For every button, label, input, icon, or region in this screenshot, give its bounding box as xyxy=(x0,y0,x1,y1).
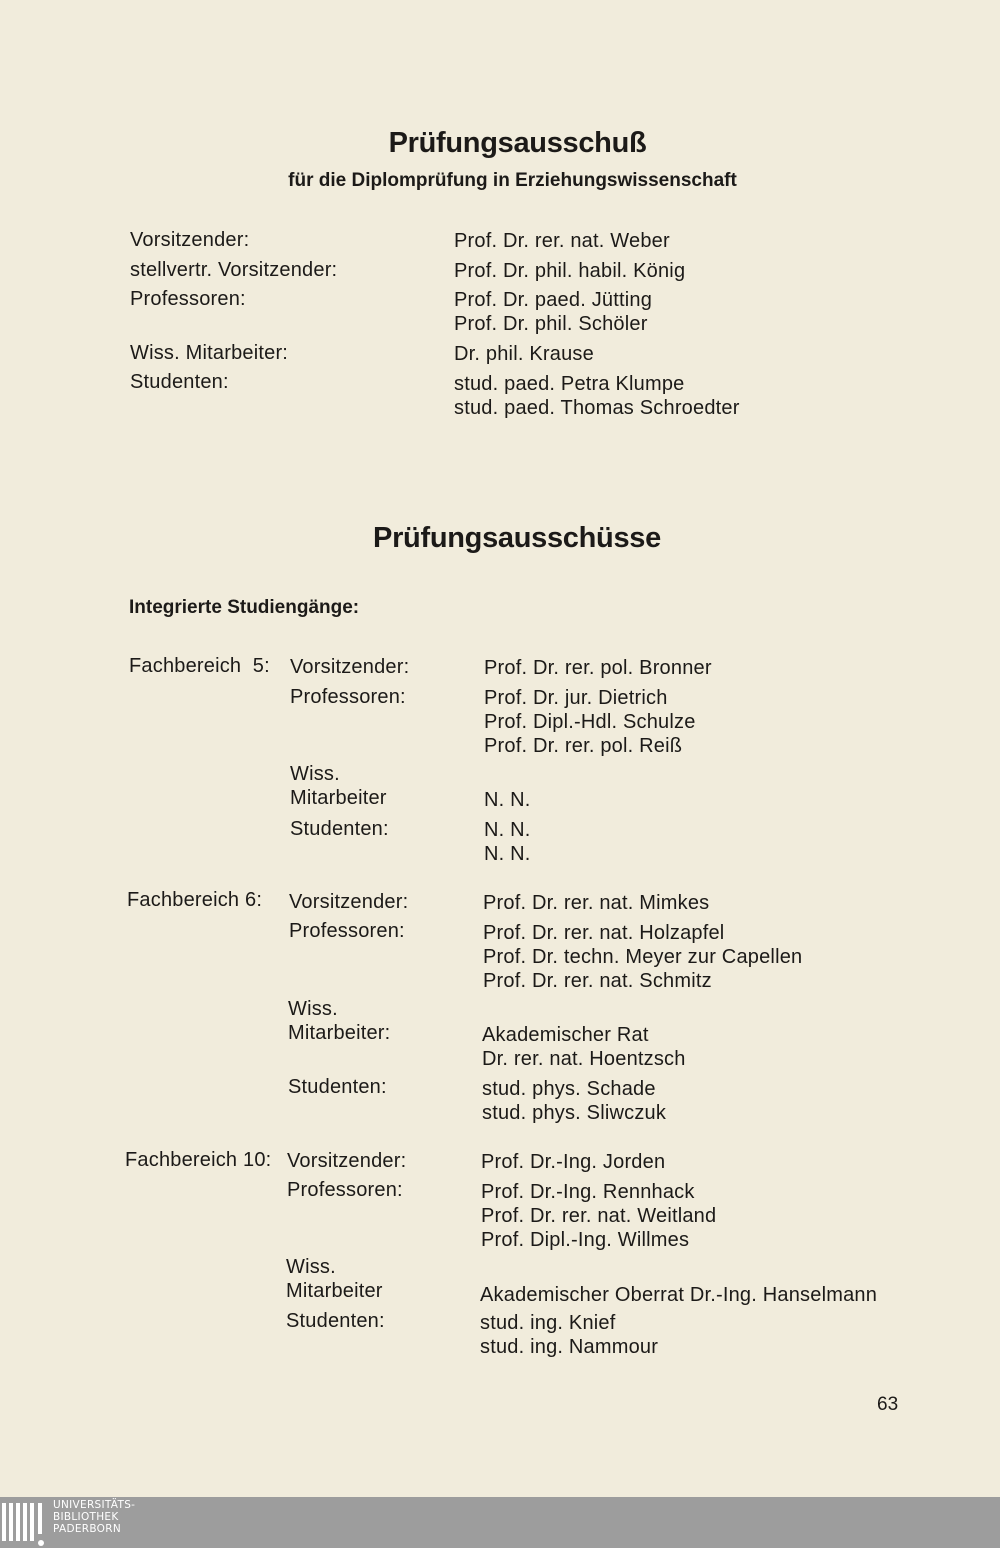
university-library-logo xyxy=(0,1503,48,1543)
member-name: Prof. Dr. rer. pol. Reiß xyxy=(484,735,683,757)
role-label: Studenten: xyxy=(130,371,229,393)
member-name: stud. phys. Schade xyxy=(482,1078,656,1100)
role-label: Wiss. xyxy=(290,763,340,785)
member-name: Prof. Dipl.-Hdl. Schulze xyxy=(484,711,696,733)
role-label: Mitarbeiter xyxy=(286,1280,383,1302)
role-label: Professoren: xyxy=(287,1179,403,1201)
member-name: Akademischer Oberrat Dr.-Ing. Hanselmann xyxy=(480,1284,878,1306)
department-label: Fachbereich 5: xyxy=(129,655,270,677)
role-label: Professoren: xyxy=(289,920,405,942)
role-label: Studenten: xyxy=(290,818,389,840)
member-name: Prof. Dr. rer. pol. Bronner xyxy=(484,657,712,679)
role-label: Professoren: xyxy=(290,686,406,708)
member-name: Prof. Dr. rer. nat. Weber xyxy=(454,230,670,252)
library-name-line: BIBLIOTHEK xyxy=(53,1511,119,1523)
member-name: Prof. Dr. rer. nat. Schmitz xyxy=(483,970,712,992)
page-title: Prüfungsausschuß xyxy=(388,127,647,159)
role-label: Wiss. xyxy=(286,1256,336,1278)
member-name: stud. ing. Nammour xyxy=(480,1336,659,1358)
role-label: Mitarbeiter xyxy=(290,787,387,809)
role-label: Vorsitzender: xyxy=(130,229,250,251)
member-name: stud. paed. Thomas Schroedter xyxy=(454,397,740,419)
member-name: stud. paed. Petra Klumpe xyxy=(454,373,685,395)
member-name: Prof. Dipl.-Ing. Willmes xyxy=(481,1229,690,1251)
member-name: Akademischer Rat xyxy=(482,1024,649,1046)
member-name: Prof. Dr.-Ing. Rennhack xyxy=(481,1181,695,1203)
role-label: Vorsitzender: xyxy=(287,1150,407,1172)
library-footer xyxy=(0,1497,1000,1548)
role-label: Vorsitzender: xyxy=(290,656,410,678)
role-label: Vorsitzender: xyxy=(289,891,409,913)
role-label: Mitarbeiter: xyxy=(288,1022,391,1044)
role-label: Studenten: xyxy=(288,1076,387,1098)
library-name-line: PADERBORN xyxy=(53,1523,121,1535)
member-name: Prof. Dr. jur. Dietrich xyxy=(484,687,668,709)
section-title: Prüfungsausschüsse xyxy=(373,522,661,554)
member-name: N. N. xyxy=(484,819,531,841)
member-name: stud. ing. Knief xyxy=(480,1312,616,1334)
member-name: stud. phys. Sliwczuk xyxy=(482,1102,667,1124)
member-name: N. N. xyxy=(484,843,531,865)
page-subtitle: für die Diplomprüfung in Erziehungswissenschaft xyxy=(288,170,737,191)
member-name: Prof. Dr. techn. Meyer zur Capellen xyxy=(483,946,803,968)
member-name: Prof. Dr.-Ing. Jorden xyxy=(481,1151,666,1173)
role-label: Professoren: xyxy=(130,288,246,310)
member-name: Dr. rer. nat. Hoentzsch xyxy=(482,1048,686,1070)
member-name: Dr. phil. Krause xyxy=(454,343,594,365)
member-name: Prof. Dr. paed. Jütting xyxy=(454,289,653,311)
role-label: stellvertr. Vorsitzender: xyxy=(130,259,338,281)
member-name: Prof. Dr. rer. nat. Mimkes xyxy=(483,892,710,914)
role-label: Studenten: xyxy=(286,1310,385,1332)
role-label: Wiss. Mitarbeiter: xyxy=(130,342,289,364)
member-name: Prof. Dr. phil. Schöler xyxy=(454,313,648,335)
section-heading: Integrierte Studiengänge: xyxy=(129,597,360,618)
department-label: Fachbereich 6: xyxy=(127,889,263,911)
department-label: Fachbereich 10: xyxy=(125,1149,272,1171)
page-number: 63 xyxy=(877,1394,899,1415)
member-name: N. N. xyxy=(484,789,531,811)
member-name: Prof. Dr. rer. nat. Weitland xyxy=(481,1205,717,1227)
member-name: Prof. Dr. phil. habil. König xyxy=(454,260,686,282)
library-name-line: UNIVERSITÄTS- xyxy=(53,1499,136,1511)
member-name: Prof. Dr. rer. nat. Holzapfel xyxy=(483,922,725,944)
role-label: Wiss. xyxy=(288,998,338,1020)
